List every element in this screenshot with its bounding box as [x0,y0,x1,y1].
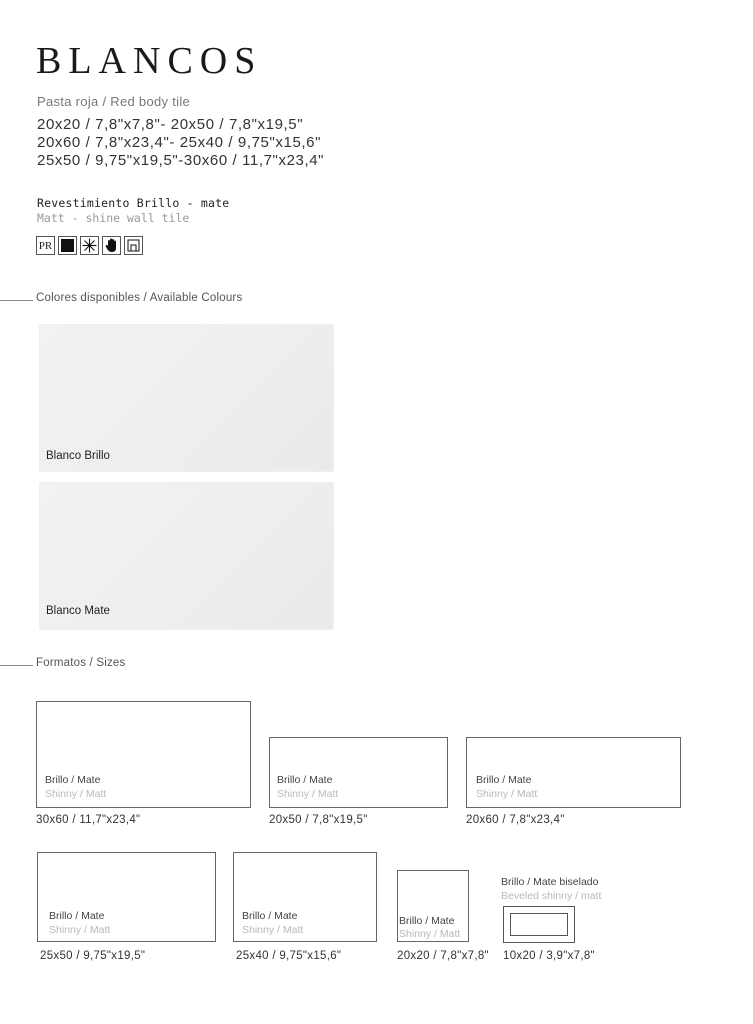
tile-finish-es: Brillo / Mate [399,915,455,927]
tile-finish-es: Brillo / Mate [45,774,101,786]
tile-finish-es: Brillo / Mate biselado [501,876,599,888]
section-divider [0,665,33,666]
tile-finish-en: Shinny / Matt [49,924,111,936]
format-tile-20x50 [269,737,448,808]
tile-finish-en: Shinny / Matt [399,928,461,940]
tile-finish-es: Brillo / Mate [277,774,333,786]
swatch-label: Blanco Brillo [46,450,110,462]
tile-finish-en: Beveled shinny / matt [501,890,602,902]
sizes-summary [37,116,324,170]
tile-finish-en: Shinny / Matt [277,788,339,800]
tile-finish-en: Shinny / Matt [45,788,107,800]
tile-size-label: 25x40 / 9,75"x15,6" [236,950,342,962]
formats-section-label: Formatos / Sizes [36,657,126,669]
tile-finish-en: Shinny / Matt [476,788,538,800]
format-tile-10x20-beveled [503,906,575,943]
frame-icon [124,236,143,255]
swatch-blanco-brillo [40,325,333,471]
section-divider [0,300,33,301]
format-tile-20x20 [397,870,469,942]
hand-icon [102,236,121,255]
square-icon [58,236,77,255]
swatch-blanco-mate [40,483,333,629]
tile-size-label: 30x60 / 11,7"x23,4" [36,814,141,826]
sizes-line: 25x50 / 9,75"x19,5"-30x60 / 11,7"x23,4" [37,152,325,169]
tile-size-label: 20x60 / 7,8"x23,4" [466,814,565,826]
sparkle-icon [80,236,99,255]
pr-icon [36,236,55,255]
tile-size-label: 10x20 / 3,9"x7,8" [503,950,595,962]
format-tile-25x40 [233,852,377,942]
bevel-inner-edge [510,913,568,936]
tile-finish-en: Shinny / Matt [242,924,304,936]
tile-finish-es: Brillo / Mate [49,910,105,922]
sizes-line: 20x60 / 7,8"x23,4"- 25x40 / 9,75"x15,6" [37,134,322,151]
pr-icon-label: PR [38,239,53,252]
tile-finish-es: Brillo / Mate [242,910,298,922]
format-tile-25x50 [37,852,216,942]
tile-finish-es: Brillo / Mate [476,774,532,786]
format-tile-30x60 [36,701,251,808]
technical-icons [36,236,143,255]
swatch-label: Blanco Mate [46,605,110,617]
tile-size-label: 20x50 / 7,8"x19,5" [269,814,368,826]
tile-type-es: Revestimiento Brillo - mate [37,196,230,210]
body-type-subtitle: Pasta roja / Red body tile [37,94,191,109]
tile-type-en: Matt - shine wall tile [37,211,190,225]
tile-size-label: 20x20 / 7,8"x7,8" [397,950,489,962]
tile-size-label: 25x50 / 9,75"x19,5" [40,950,146,962]
colours-section-label: Colores disponibles / Available Colours [36,292,243,304]
format-tile-20x60 [466,737,681,808]
sizes-line: 20x20 / 7,8"x7,8"- 20x50 / 7,8"x19,5" [37,116,304,133]
page-title: BLANCOS [36,40,263,82]
